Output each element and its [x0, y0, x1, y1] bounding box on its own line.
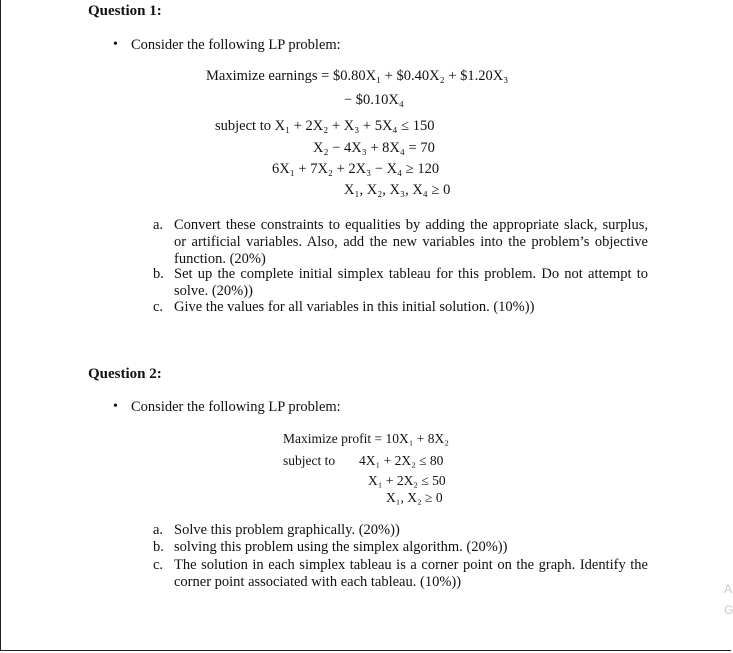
bullet-icon: •: [113, 399, 118, 414]
q2-constraint-1: 4X₁ + 2X₂ ≤ 80: [359, 453, 444, 468]
q2-part-c-text: The solution in each simplex tableau is a corner point on the graph. Identify the corner point associated with each tableau. (10%)): [174, 557, 648, 590]
q1-intro: Consider the following LP problem:: [131, 37, 341, 53]
q1-constraint-3: 6X₁ + 7X₂ + 2X₃ − X₄ ≥ 120: [272, 161, 440, 177]
q1-constraint-1: subject to X₁ + 2X₂ + X₃ + 5X₄ ≤ 150: [215, 118, 435, 134]
q2-constraint-3: X₁, X₂ ≥ 0: [386, 490, 443, 505]
q1-constraint-2: X₂ − 4X₃ + 8X₄ = 70: [313, 140, 435, 156]
q2-part-a-text: Solve this problem graphically. (20%)): [174, 522, 400, 538]
q2-intro: Consider the following LP problem:: [131, 399, 341, 415]
q2-objective: Maximize profit = 10X₁ + 8X₂: [283, 431, 449, 446]
q1-part-b-text: Set up the complete initial simplex tableau for this problem. Do not attempt to solve. (20%)): [174, 266, 648, 299]
q1-part-a-label: a.: [153, 217, 164, 233]
q2-part-b-label: b.: [153, 539, 164, 555]
edge-char-1: A: [724, 582, 733, 596]
edge-char-2: G: [724, 603, 733, 617]
q2-constraint-2: X₁ + 2X₂ ≤ 50: [368, 473, 446, 488]
q1-heading: Question 1:: [88, 3, 162, 19]
q2-part-b-text: solving this problem using the simplex algorithm. (20%)): [174, 539, 508, 555]
q1-objective-line2: − $0.10X₄: [344, 92, 404, 108]
q2-heading: Question 2:: [88, 366, 162, 382]
q1-constraint-4: X₁, X₂, X₃, X₄ ≥ 0: [344, 182, 451, 198]
bullet-icon: •: [113, 37, 118, 52]
q1-part-b-label: b.: [153, 266, 164, 282]
q1-part-c-label: c.: [153, 299, 164, 315]
q2-part-a-label: a.: [153, 522, 164, 538]
q1-part-c-text: Give the values for all variables in this initial solution. (10%)): [174, 299, 535, 315]
q1-part-a-text: Convert these constraints to equalities by adding the appropriate slack, surplus, or artificial variables. Also, add the new variables into the problem’s objective function. (20%): [174, 217, 648, 267]
q1-objective-line1: Maximize earnings = $0.80X₁ + $0.40X₂ + $1.20X₃: [206, 68, 509, 84]
q2-subject-to: subject to: [283, 453, 336, 468]
q2-part-c-label: c.: [153, 557, 164, 573]
